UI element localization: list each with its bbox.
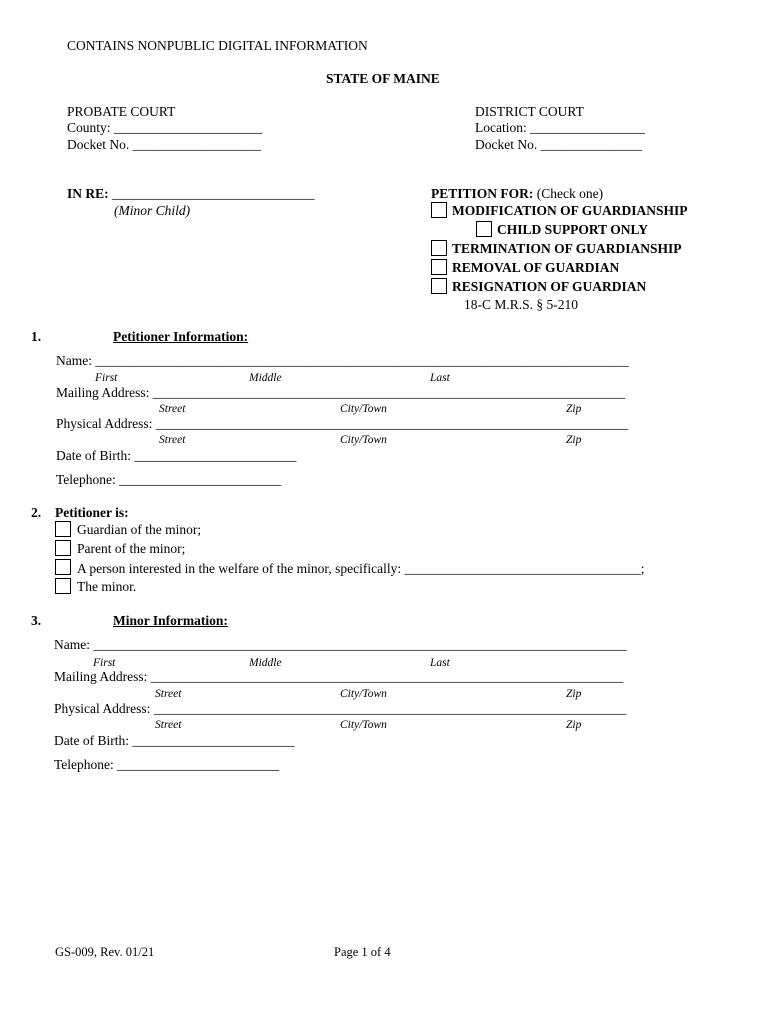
termination-checkbox[interactable] xyxy=(431,240,447,256)
parent-label: Parent of the minor; xyxy=(77,541,186,556)
section-2-title: Petitioner is: xyxy=(55,505,129,520)
resignation-checkbox[interactable] xyxy=(431,278,447,294)
street-label: Street xyxy=(159,434,186,446)
section-2-number: 2. xyxy=(31,505,42,520)
petitioner-physical-field[interactable]: Physical Address: ______________________________________________________________________ xyxy=(56,416,629,431)
last-label: Last xyxy=(430,657,450,669)
first-label: First xyxy=(95,372,118,384)
zip-label: Zip xyxy=(566,434,582,446)
minor-child-label: (Minor Child) xyxy=(114,203,191,218)
guardian-checkbox[interactable] xyxy=(55,521,71,537)
probate-court-title: PROBATE COURT xyxy=(67,104,176,119)
removal-label: REMOVAL OF GUARDIAN xyxy=(452,260,620,275)
guardian-label: Guardian of the minor; xyxy=(77,522,202,537)
street-label: Street xyxy=(155,719,182,731)
the-minor-checkbox[interactable] xyxy=(55,578,71,594)
resignation-label: RESIGNATION OF GUARDIAN xyxy=(452,279,647,294)
last-label: Last xyxy=(430,372,450,384)
removal-checkbox[interactable] xyxy=(431,259,447,275)
termination-label: TERMINATION OF GUARDIANSHIP xyxy=(452,241,682,256)
state-title: STATE OF MAINE xyxy=(326,71,440,86)
petitioner-name-field[interactable]: Name: _______________________________________________________________________________ xyxy=(56,353,629,368)
in-re-row xyxy=(67,186,315,202)
child-support-checkbox[interactable] xyxy=(476,221,492,237)
petition-for-label: PETITION FOR: xyxy=(431,186,534,201)
middle-label: Middle xyxy=(249,372,282,384)
interested-person-label[interactable]: A person interested in the welfare of the minor, specifically: ___________________________________; xyxy=(77,561,645,576)
petitioner-dob-field[interactable]: Date of Birth: ________________________ xyxy=(56,448,297,463)
minor-dob-field[interactable]: Date of Birth: ________________________ xyxy=(54,733,295,748)
city-label: City/Town xyxy=(340,403,387,415)
child-support-label: CHILD SUPPORT ONLY xyxy=(497,222,649,237)
probate-county-field[interactable]: County: ______________________ xyxy=(67,120,263,135)
statute-reference: 18-C M.R.S. § 5-210 xyxy=(464,297,579,312)
petitioner-telephone-field[interactable]: Telephone: ________________________ xyxy=(56,472,282,487)
first-label: First xyxy=(93,657,116,669)
parent-checkbox[interactable] xyxy=(55,540,71,556)
city-label: City/Town xyxy=(340,434,387,446)
probate-docket-field[interactable]: Docket No. ___________________ xyxy=(67,137,261,152)
street-label: Street xyxy=(155,688,182,700)
interested-person-checkbox[interactable] xyxy=(55,559,71,575)
minor-name-field[interactable]: Name: _______________________________________________________________________________ xyxy=(54,637,627,652)
minor-physical-field[interactable]: Physical Address: ______________________________________________________________________ xyxy=(54,701,627,716)
nonpublic-notice: CONTAINS NONPUBLIC DIGITAL INFORMATION xyxy=(67,38,368,53)
minor-telephone-field[interactable]: Telephone: ________________________ xyxy=(54,757,280,772)
street-label: Street xyxy=(159,403,186,415)
modification-checkbox[interactable] xyxy=(431,202,447,218)
section-1-number: 1. xyxy=(31,329,42,344)
zip-label: Zip xyxy=(566,719,582,731)
petition-for-heading xyxy=(431,186,603,202)
section-3-number: 3. xyxy=(31,613,42,628)
in-re-field[interactable]: ______________________________ xyxy=(112,186,315,201)
district-location-field[interactable]: Location: _________________ xyxy=(475,120,645,135)
zip-label: Zip xyxy=(566,688,582,700)
in-re-label: IN RE: xyxy=(67,186,109,201)
city-label: City/Town xyxy=(340,688,387,700)
zip-label: Zip xyxy=(566,403,582,415)
section-3-title: Minor Information: xyxy=(113,613,228,628)
city-label: City/Town xyxy=(340,719,387,731)
district-court-title: DISTRICT COURT xyxy=(475,104,584,119)
modification-label: MODIFICATION OF GUARDIANSHIP xyxy=(452,203,688,218)
district-docket-field[interactable]: Docket No. _______________ xyxy=(475,137,642,152)
section-1-title: Petitioner Information: xyxy=(113,329,249,344)
middle-label: Middle xyxy=(249,657,282,669)
form-id: GS-009, Rev. 01/21 xyxy=(55,945,155,959)
check-one-note: (Check one) xyxy=(536,186,604,201)
petitioner-mailing-field[interactable]: Mailing Address: ______________________________________________________________________ xyxy=(56,385,626,400)
the-minor-label: The minor. xyxy=(77,579,137,594)
minor-mailing-field[interactable]: Mailing Address: ______________________________________________________________________ xyxy=(54,669,624,684)
page-number: Page 1 of 4 xyxy=(334,945,391,959)
